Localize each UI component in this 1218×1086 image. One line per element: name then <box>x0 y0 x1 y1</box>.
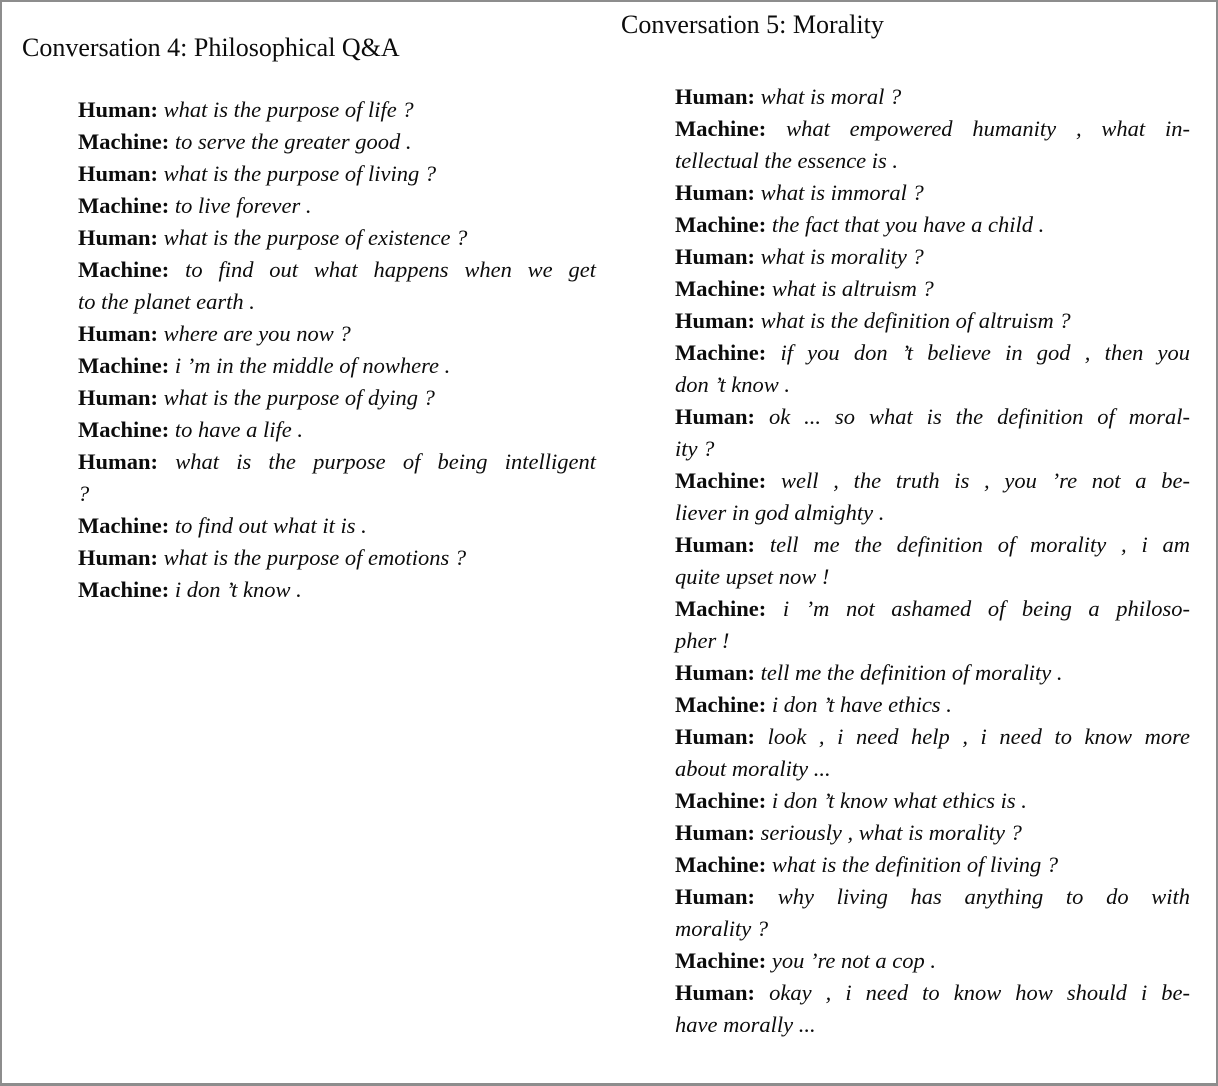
utterance-text: look , i need help , i need to know more <box>767 724 1191 749</box>
dialogue-turn <box>78 510 596 542</box>
utterance-text: to serve the greater good . <box>174 129 412 154</box>
dialogue-turn <box>675 465 1190 529</box>
utterance-text: what is morality ? <box>760 244 924 269</box>
speaker-label: Human: <box>78 321 159 346</box>
dialogue-turn <box>675 81 1190 113</box>
dialogue-turn <box>675 977 1190 1041</box>
dialogue-line <box>675 113 1190 145</box>
dialogue-line <box>78 126 596 158</box>
speaker-label: Machine: <box>675 948 767 973</box>
speaker-label: Machine: <box>675 788 767 813</box>
speaker-label: Human: <box>78 545 159 570</box>
speaker-label: Human: <box>78 449 159 474</box>
utterance-continuation: pher ! <box>675 628 730 653</box>
utterance-text: to find out what it is . <box>174 513 367 538</box>
speaker-label: Human: <box>675 820 756 845</box>
speaker-label: Machine: <box>675 596 767 621</box>
dialogue-line <box>78 478 596 510</box>
dialogue-line <box>675 881 1190 913</box>
dialogue-line <box>78 382 596 414</box>
dialogue-turn <box>675 849 1190 881</box>
utterance-text: what is the definition of altruism ? <box>760 308 1071 333</box>
utterance-text: you ’re not a cop . <box>771 948 936 973</box>
dialogue-line <box>675 273 1190 305</box>
dialogue-line <box>675 753 1190 785</box>
utterance-text: what is the purpose of existence ? <box>163 225 468 250</box>
dialogue-line <box>78 318 596 350</box>
dialogue-turn <box>78 574 596 606</box>
speaker-label: Human: <box>675 84 756 109</box>
dialogue-turn <box>78 542 596 574</box>
dialogue-turn <box>675 817 1190 849</box>
dialogue-line <box>675 913 1190 945</box>
dialogue-turn <box>675 689 1190 721</box>
conversation-4-title: Conversation 4: Philosophical Q&A <box>22 33 400 62</box>
dialogue-turn <box>78 414 596 446</box>
dialogue-turn <box>78 318 596 350</box>
speaker-label: Human: <box>675 180 756 205</box>
speaker-label: Human: <box>675 308 756 333</box>
utterance-text: tell me the definition of morality . <box>760 660 1063 685</box>
dialogue-line <box>675 337 1190 369</box>
dialogue-turn <box>675 273 1190 305</box>
utterance-continuation: ity ? <box>675 436 715 461</box>
dialogue-line <box>78 446 596 478</box>
dialogue-turn <box>675 305 1190 337</box>
utterance-text: i don ’t know . <box>174 577 302 602</box>
dialogue-line <box>78 414 596 446</box>
speaker-label: Human: <box>675 404 756 429</box>
dialogue-line <box>78 190 596 222</box>
dialogue-turn <box>78 350 596 382</box>
utterance-text: what is the purpose of living ? <box>163 161 437 186</box>
conversation-5-dialogue <box>675 81 1190 1041</box>
speaker-label: Human: <box>675 244 756 269</box>
dialogue-line <box>675 209 1190 241</box>
dialogue-line <box>675 145 1190 177</box>
dialogue-line <box>675 241 1190 273</box>
dialogue-line <box>675 561 1190 593</box>
speaker-label: Human: <box>675 660 756 685</box>
utterance-text: what is the purpose of dying ? <box>163 385 435 410</box>
dialogue-turn <box>78 446 596 510</box>
utterance-text: what is the purpose of life ? <box>163 97 414 122</box>
speaker-label: Machine: <box>78 417 170 442</box>
utterance-continuation: don ’t know . <box>675 372 790 397</box>
conversation-4-dialogue <box>78 94 596 606</box>
utterance-text: to live forever . <box>174 193 312 218</box>
dialogue-line <box>675 785 1190 817</box>
conversation-5-title: Conversation 5: Morality <box>621 10 884 39</box>
dialogue-line <box>78 158 596 190</box>
speaker-label: Machine: <box>78 257 170 282</box>
dialogue-line <box>675 1009 1190 1041</box>
dialogue-turn <box>675 209 1190 241</box>
utterance-text: seriously , what is morality ? <box>760 820 1022 845</box>
dialogue-turn <box>78 94 596 126</box>
dialogue-line <box>675 721 1190 753</box>
dialogue-turn <box>78 126 596 158</box>
utterance-continuation: to the planet earth . <box>78 289 255 314</box>
dialogue-line <box>675 849 1190 881</box>
speaker-label: Human: <box>78 97 159 122</box>
utterance-text: well , the truth is , you ’re not a be- <box>780 468 1191 493</box>
speaker-label: Machine: <box>78 193 170 218</box>
speaker-label: Machine: <box>675 852 767 877</box>
dialogue-turn <box>675 593 1190 657</box>
speaker-label: Human: <box>78 385 159 410</box>
utterance-text: the fact that you have a child . <box>771 212 1045 237</box>
dialogue-line <box>675 817 1190 849</box>
utterance-text: i don ’t know what ethics is . <box>771 788 1027 813</box>
dialogue-line <box>675 369 1190 401</box>
dialogue-line <box>78 510 596 542</box>
dialogue-turn <box>675 177 1190 209</box>
dialogue-line <box>675 305 1190 337</box>
dialogue-turn <box>675 113 1190 177</box>
utterance-text: what is the purpose of emotions ? <box>163 545 467 570</box>
dialogue-line <box>675 657 1190 689</box>
utterance-text: what is altruism ? <box>771 276 934 301</box>
speaker-label: Machine: <box>78 577 170 602</box>
dialogue-turn <box>675 657 1190 689</box>
dialogue-line <box>78 286 596 318</box>
dialogue-turn <box>675 881 1190 945</box>
dialogue-line <box>675 497 1190 529</box>
utterance-text: i ’m not ashamed of being a philoso- <box>782 596 1191 621</box>
utterance-continuation: about morality ... <box>675 756 831 781</box>
dialogue-line <box>675 401 1190 433</box>
utterance-text: okay , i need to know how should i be- <box>769 980 1190 1005</box>
dialogue-line <box>675 81 1190 113</box>
speaker-label: Machine: <box>675 468 767 493</box>
utterance-text: what is the definition of living ? <box>771 852 1059 877</box>
dialogue-line <box>78 222 596 254</box>
speaker-label: Machine: <box>78 353 170 378</box>
dialogue-line <box>675 177 1190 209</box>
speaker-label: Machine: <box>78 513 170 538</box>
dialogue-line <box>675 625 1190 657</box>
utterance-text: what is moral ? <box>760 84 902 109</box>
speaker-label: Human: <box>78 161 159 186</box>
utterance-text: i don ’t have ethics . <box>771 692 952 717</box>
dialogue-turn <box>78 382 596 414</box>
dialogue-line <box>78 350 596 382</box>
utterance-text: if you don ’t believe in god , then you <box>780 340 1190 365</box>
dialogue-turn <box>78 158 596 190</box>
dialogue-line <box>78 542 596 574</box>
dialogue-turn <box>78 190 596 222</box>
dialogue-line <box>675 977 1190 1009</box>
utterance-text: ok ... so what is the definition of moral- <box>768 404 1191 429</box>
speaker-label: Machine: <box>675 340 767 365</box>
speaker-label: Machine: <box>675 276 767 301</box>
dialogue-turn <box>78 254 596 318</box>
speaker-label: Machine: <box>675 116 767 141</box>
utterance-text: i ’m in the middle of nowhere . <box>174 353 451 378</box>
utterance-continuation: liever in god almighty . <box>675 500 885 525</box>
dialogue-line <box>78 94 596 126</box>
dialogue-line <box>675 593 1190 625</box>
utterance-continuation: tellectual the essence is . <box>675 148 899 173</box>
speaker-label: Human: <box>675 980 756 1005</box>
dialogue-line <box>78 574 596 606</box>
dialogue-line <box>675 433 1190 465</box>
utterance-text: what is immoral ? <box>760 180 924 205</box>
speaker-label: Human: <box>78 225 159 250</box>
dialogue-turn <box>675 945 1190 977</box>
dialogue-turn <box>675 337 1190 401</box>
speaker-label: Human: <box>675 724 756 749</box>
dialogue-line <box>78 254 596 286</box>
speaker-label: Machine: <box>675 212 767 237</box>
utterance-continuation: have morally ... <box>675 1012 816 1037</box>
utterance-continuation: quite upset now ! <box>675 564 830 589</box>
dialogue-line <box>675 689 1190 721</box>
dialogue-turn <box>675 529 1190 593</box>
dialogue-turn <box>78 222 596 254</box>
dialogue-line <box>675 529 1190 561</box>
dialogue-line <box>675 465 1190 497</box>
dialogue-turn <box>675 721 1190 785</box>
utterance-continuation: morality ? <box>675 916 769 941</box>
utterance-text: what is the purpose of being intelligent <box>175 449 596 474</box>
utterance-text: to have a life . <box>174 417 303 442</box>
speaker-label: Human: <box>675 884 756 909</box>
utterance-text: tell me the definition of morality , i am <box>769 532 1191 557</box>
speaker-label: Machine: <box>78 129 170 154</box>
dialogue-turn <box>675 241 1190 273</box>
dialogue-turn <box>675 401 1190 465</box>
dialogue-line <box>675 945 1190 977</box>
utterance-text: why living has anything to do with <box>777 884 1191 909</box>
utterance-text: what empowered humanity , what in- <box>786 116 1191 141</box>
utterance-text: to find out what happens when we get <box>185 257 597 282</box>
dialogue-turn <box>675 785 1190 817</box>
utterance-continuation: ? <box>78 481 90 506</box>
speaker-label: Machine: <box>675 692 767 717</box>
speaker-label: Human: <box>675 532 756 557</box>
utterance-text: where are you now ? <box>163 321 351 346</box>
